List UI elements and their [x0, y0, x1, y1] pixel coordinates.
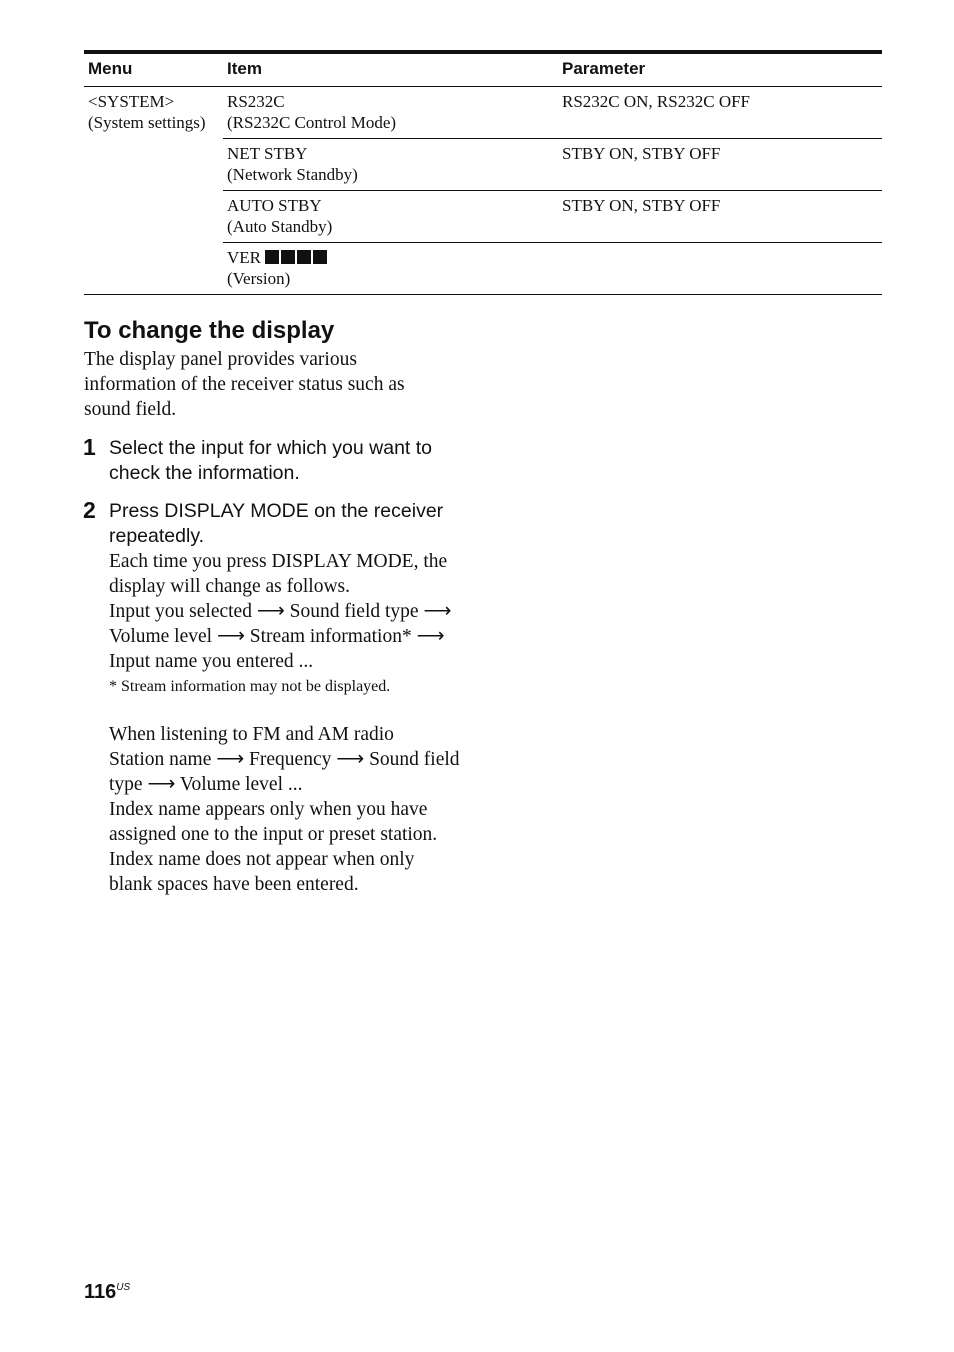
item-desc: (Network Standby) [227, 165, 358, 184]
page-number [84, 1281, 130, 1304]
item-name: VER [227, 248, 261, 267]
system-settings-table [84, 50, 882, 295]
text-line: Input you selected ⟶ Sound field type ⟶ [109, 601, 452, 622]
text-line: When listening to FM and AM radio [109, 724, 394, 745]
text-line: Volume level ⟶ Stream information* ⟶ [109, 626, 445, 647]
item-name: AUTO STBY [227, 196, 322, 215]
step-2-radio-text [109, 722, 460, 897]
text-line: assigned one to the input or preset station. [109, 824, 438, 845]
item-param: STBY ON, STBY OFF [558, 191, 882, 243]
text-line: display will change as follows. [109, 576, 350, 597]
step-1-text [109, 436, 432, 486]
text-line: The display panel provides various [84, 349, 357, 370]
menu-cell [84, 87, 223, 295]
step-number: 2 [83, 497, 96, 523]
step-number: 1 [83, 434, 96, 460]
text-line: Select the input for which you want to [109, 437, 433, 459]
item-name: RS232C [227, 92, 285, 111]
item-name: NET STBY [227, 144, 308, 163]
header-menu: Menu [88, 59, 133, 78]
text-line: Press DISPLAY MODE on the receiver [109, 500, 444, 522]
header-item: Item [227, 59, 262, 78]
footnote: * Stream information may not be displayed. [109, 678, 391, 695]
item-param [558, 243, 882, 295]
header-parameter: Parameter [562, 59, 646, 78]
item-desc: (Version) [227, 269, 291, 288]
item-desc: (Auto Standby) [227, 217, 333, 236]
item-desc: (RS232C Control Mode) [227, 113, 397, 132]
table-row [84, 87, 882, 139]
text-line: Station name ⟶ Frequency ⟶ Sound field [109, 749, 460, 770]
step-2-text [109, 499, 443, 549]
text-line: information of the receiver status such as [84, 374, 405, 395]
text-line: check the information. [109, 462, 300, 484]
region-code: US [116, 1282, 131, 1293]
menu-name: <SYSTEM> [88, 92, 175, 111]
menu-desc: (System settings) [88, 113, 206, 132]
text-line: Index name appears only when you have [109, 799, 428, 820]
item-param: RS232C ON, RS232C OFF [558, 87, 882, 139]
text-line: Input name you entered ... [109, 651, 314, 672]
text-line: type ⟶ Volume level ... [109, 774, 303, 795]
text-line: sound field. [84, 399, 177, 420]
text-line: Index name does not appear when only [109, 849, 415, 870]
step-2-body [109, 549, 451, 674]
version-placeholder-icon [265, 248, 329, 267]
text-line: blank spaces have been entered. [109, 874, 359, 895]
item-param: STBY ON, STBY OFF [558, 139, 882, 191]
text-line: repeatedly. [109, 525, 205, 547]
intro-paragraph [84, 347, 405, 422]
page-number-value: 116 [84, 1281, 117, 1303]
section-title: To change the display [84, 317, 335, 344]
text-line: Each time you press DISPLAY MODE, the [109, 551, 448, 572]
